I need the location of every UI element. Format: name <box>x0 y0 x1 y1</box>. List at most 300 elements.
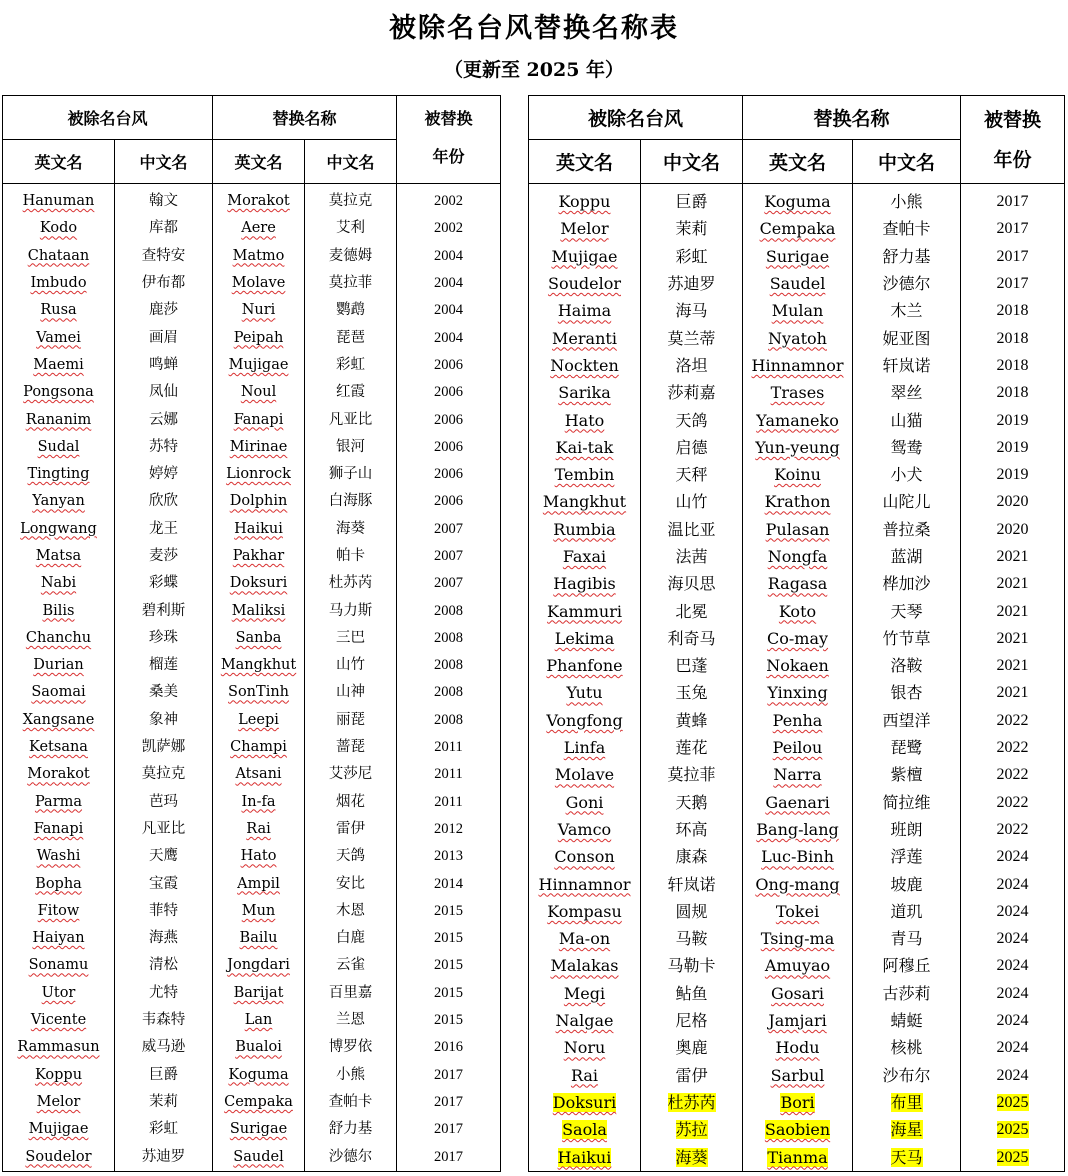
replacement-year: 2022 <box>996 766 1029 784</box>
removed-chinese-name-cell <box>641 707 743 734</box>
table-row <box>529 243 1065 270</box>
removed-chinese-name-cell <box>641 516 743 543</box>
table-row <box>529 597 1065 624</box>
replacement-chinese-name-cell <box>853 707 961 734</box>
table-row <box>529 843 1065 870</box>
replacement-english-name: Nokaen <box>766 656 829 676</box>
removed-chinese-name-cell <box>641 270 743 297</box>
replacement-english-name: Doksuri <box>229 575 288 592</box>
removed-chinese-name-cell <box>641 243 743 270</box>
replacement-year-cell <box>397 597 501 624</box>
replacement-chinese-name-cell <box>305 625 397 652</box>
replacement-year: 2006 <box>434 356 464 373</box>
removed-chinese-name: 苏迪罗 <box>141 1148 186 1165</box>
replacement-english-name-cell <box>743 843 853 870</box>
replacement-english-name-cell <box>743 1007 853 1034</box>
replacement-year: 2008 <box>434 657 464 674</box>
removed-chinese-name: 海马 <box>675 301 708 321</box>
replacement-year: 2024 <box>996 902 1029 920</box>
replacement-year-cell <box>961 297 1065 324</box>
replacement-chinese-name-cell <box>305 434 397 461</box>
replacement-english-name: Bori <box>780 1092 815 1112</box>
removed-chinese-name-cell <box>641 570 743 597</box>
table-row <box>529 543 1065 570</box>
replacement-year-cell <box>961 652 1065 679</box>
removed-chinese-name-cell <box>115 980 213 1007</box>
removed-chinese-name-cell <box>115 843 213 870</box>
removed-english-name: Molave <box>554 765 615 785</box>
removed-english-name-cell <box>3 488 115 515</box>
replacement-english-name: Yamaneko <box>756 410 839 430</box>
removed-chinese-name: 象神 <box>149 711 178 728</box>
replacement-year-cell <box>961 1116 1065 1143</box>
removed-chinese-name: 北冕 <box>675 601 708 621</box>
replacement-year: 2004 <box>434 247 464 264</box>
replacement-year: 2022 <box>996 711 1029 729</box>
replacement-english-name-cell <box>743 461 853 488</box>
removed-english-name-cell <box>3 1116 115 1143</box>
replacement-year: 2021 <box>996 629 1029 647</box>
replacement-chinese-name-cell <box>853 980 961 1007</box>
header-english: 英文名 <box>743 140 853 184</box>
removed-english-name-cell <box>3 734 115 761</box>
table-row <box>529 789 1065 816</box>
removed-english-name: Parma <box>34 793 83 810</box>
removed-english-name: Tembin <box>554 465 615 485</box>
removed-chinese-name: 苏拉 <box>675 1120 708 1140</box>
replacement-chinese-name: 蔷琵 <box>336 739 366 756</box>
replacement-year: 2017 <box>434 1148 464 1165</box>
replacement-english-name: Koguma <box>228 1066 289 1083</box>
removed-chinese-name: 凤仙 <box>149 384 178 401</box>
replacement-english-name-cell <box>743 898 853 925</box>
removed-english-name: Vamco <box>557 819 612 839</box>
removed-chinese-name: 榴莲 <box>149 657 178 674</box>
header-chinese: 中文名 <box>115 140 213 184</box>
header-year-line1: 被替换 <box>424 109 473 128</box>
replacement-year-cell <box>961 406 1065 433</box>
replacement-year: 2024 <box>996 930 1029 948</box>
removed-chinese-name: 菲特 <box>149 902 178 919</box>
replacement-english-name-cell <box>743 816 853 843</box>
header-year-line2: 年份 <box>993 149 1032 171</box>
removed-english-name: Mujigae <box>28 1121 89 1138</box>
replacement-year-cell <box>397 1062 501 1089</box>
replacement-year: 2006 <box>434 411 464 428</box>
removed-chinese-name: 康森 <box>675 847 708 867</box>
replacement-english-name: Saobien <box>764 1120 831 1140</box>
removed-english-name-cell <box>3 789 115 816</box>
replacement-english-name-cell <box>213 816 305 843</box>
removed-english-name-cell <box>529 570 641 597</box>
removed-english-name-cell <box>3 215 115 242</box>
removed-english-name: Nockten <box>550 355 619 375</box>
replacement-chinese-name: 凡亚比 <box>328 411 373 428</box>
removed-chinese-name-cell <box>115 215 213 242</box>
replacement-chinese-name-cell <box>305 597 397 624</box>
replacement-english-name-cell <box>213 297 305 324</box>
table-row <box>529 898 1065 925</box>
replacement-year: 2017 <box>434 1121 464 1138</box>
table-row <box>3 243 501 270</box>
replacement-chinese-name-cell <box>305 516 397 543</box>
removed-chinese-name: 莫拉菲 <box>667 765 716 785</box>
removed-chinese-name: 马勒卡 <box>667 956 716 976</box>
replacement-year: 2004 <box>434 302 464 319</box>
replacement-chinese-name-cell <box>853 570 961 597</box>
removed-english-name: Maemi <box>33 356 84 373</box>
replacement-english-name: Saudel <box>233 1148 284 1165</box>
replacement-chinese-name-cell <box>305 870 397 897</box>
replacement-chinese-name: 普拉桑 <box>882 519 931 539</box>
removed-chinese-name: 马鞍 <box>675 929 708 949</box>
removed-english-name: Mangkhut <box>542 492 627 512</box>
removed-english-name-cell <box>3 461 115 488</box>
table-row <box>529 816 1065 843</box>
replacement-chinese-name: 丽琵 <box>336 711 366 728</box>
removed-chinese-name: 海贝思 <box>667 574 716 594</box>
removed-chinese-name-cell <box>115 379 213 406</box>
table-row <box>3 1143 501 1171</box>
replacement-chinese-name: 青马 <box>890 929 923 949</box>
removed-chinese-name-cell <box>641 352 743 379</box>
table-row <box>3 843 501 870</box>
table-row <box>3 898 501 925</box>
replacement-chinese-name-cell <box>853 434 961 461</box>
removed-english-name: Soudelor <box>25 1148 92 1165</box>
removed-chinese-name-cell <box>641 625 743 652</box>
replacement-english-name-cell <box>743 789 853 816</box>
replacement-chinese-name: 道玑 <box>890 901 923 921</box>
removed-english-name-cell <box>529 1116 641 1143</box>
table-row <box>3 324 501 351</box>
removed-english-name-cell <box>529 652 641 679</box>
replacement-english-name: Nuri <box>241 302 276 319</box>
replacement-year: 2020 <box>996 520 1029 538</box>
replacement-year-cell <box>397 1034 501 1061</box>
header-removed: 被除名台风 <box>529 96 743 140</box>
replacement-chinese-name: 小熊 <box>336 1066 366 1083</box>
removed-english-name-cell <box>529 898 641 925</box>
replacement-year-cell <box>961 898 1065 925</box>
removed-english-name: Fitow <box>37 902 80 919</box>
replacement-chinese-name: 艾利 <box>336 220 366 237</box>
removed-english-name: Haiyan <box>32 930 85 947</box>
replacement-chinese-name-cell <box>853 952 961 979</box>
removed-english-name-cell <box>3 952 115 979</box>
table-row <box>529 188 1065 215</box>
removed-chinese-name-cell <box>641 1116 743 1143</box>
replacement-english-name-cell <box>743 1089 853 1116</box>
removed-chinese-name-cell <box>115 652 213 679</box>
replacement-year-cell <box>397 1116 501 1143</box>
replacement-year: 2007 <box>434 548 464 564</box>
replacement-chinese-name: 天鸽 <box>336 848 366 865</box>
page-title: 被除名台风替换名称表 <box>389 13 679 44</box>
left-name-table <box>2 95 501 1172</box>
replacement-chinese-name: 天琴 <box>890 601 923 621</box>
removed-chinese-name: 彩虹 <box>149 1121 178 1138</box>
header-english: 英文名 <box>213 140 305 184</box>
removed-chinese-name-cell <box>641 1089 743 1116</box>
replacement-year: 2024 <box>996 1012 1029 1030</box>
removed-chinese-name: 海葵 <box>675 1147 708 1167</box>
replacement-english-name-cell <box>743 434 853 461</box>
removed-english-name: Soudelor <box>547 274 621 294</box>
replacement-year: 2025 <box>996 1093 1029 1111</box>
replacement-year-cell <box>397 843 501 870</box>
removed-chinese-name-cell <box>641 925 743 952</box>
removed-chinese-name-cell <box>641 215 743 242</box>
replacement-english-name: Haikui <box>234 520 283 537</box>
removed-english-name: Lekima <box>554 628 615 648</box>
removed-english-name-cell <box>529 434 641 461</box>
replacement-chinese-name-cell <box>853 461 961 488</box>
replacement-english-name: Gosari <box>771 983 824 1003</box>
removed-chinese-name: 桑美 <box>149 684 178 701</box>
replacement-year: 2017 <box>996 247 1029 265</box>
replacement-year: 2025 <box>996 1148 1029 1166</box>
replacement-year-cell <box>961 188 1065 215</box>
replacement-year: 2007 <box>434 520 464 537</box>
removed-chinese-name-cell <box>115 952 213 979</box>
table-row <box>3 406 501 433</box>
replacement-year: 2007 <box>434 575 464 592</box>
table-row <box>529 1143 1065 1171</box>
replacement-chinese-name: 杜苏芮 <box>328 575 373 592</box>
replacement-english-name-cell <box>213 543 305 570</box>
removed-chinese-name-cell <box>115 243 213 270</box>
replacement-chinese-name-cell <box>853 1143 961 1171</box>
table-row <box>529 1062 1065 1089</box>
removed-english-name: Vicente <box>30 1012 87 1029</box>
table-row <box>3 488 501 515</box>
removed-english-name: Kompasu <box>547 901 622 921</box>
removed-english-name: Rammasun <box>17 1039 100 1056</box>
removed-english-name: Ketsana <box>29 739 88 756</box>
removed-chinese-name: 莎莉嘉 <box>667 383 716 403</box>
replacement-chinese-name-cell <box>305 461 397 488</box>
table-row <box>529 324 1065 351</box>
table-row <box>529 434 1065 461</box>
replacement-chinese-name-cell <box>305 570 397 597</box>
replacement-english-name: Peilou <box>772 738 823 758</box>
replacement-chinese-name: 海星 <box>890 1120 923 1140</box>
removed-chinese-name: 温比亚 <box>667 519 716 539</box>
removed-chinese-name-cell <box>115 625 213 652</box>
replacement-english-name-cell <box>213 898 305 925</box>
replacement-english-name-cell <box>213 570 305 597</box>
removed-english-name: Rai <box>570 1065 599 1085</box>
removed-english-name-cell <box>3 406 115 433</box>
replacement-year-cell <box>397 789 501 816</box>
removed-chinese-name-cell <box>641 679 743 706</box>
replacement-english-name-cell <box>743 243 853 270</box>
replacement-english-name: Morakot <box>227 193 290 210</box>
table-row <box>529 488 1065 515</box>
table-row <box>529 1007 1065 1034</box>
replacement-chinese-name: 查帕卡 <box>328 1093 373 1110</box>
removed-chinese-name-cell <box>115 188 213 215</box>
replacement-english-name: Molave <box>231 275 286 292</box>
removed-english-name-cell <box>3 652 115 679</box>
replacement-english-name: Rai <box>246 820 271 837</box>
header-english: 英文名 <box>3 140 115 184</box>
replacement-chinese-name: 鸳鸯 <box>890 437 923 457</box>
replacement-english-name-cell <box>743 925 853 952</box>
replacement-year-cell <box>961 516 1065 543</box>
replacement-chinese-name-cell <box>305 761 397 788</box>
removed-english-name: Morakot <box>27 766 90 783</box>
table-row <box>3 461 501 488</box>
replacement-english-name: Barijat <box>233 984 284 1001</box>
replacement-chinese-name: 山竹 <box>336 657 366 674</box>
removed-english-name: Faxai <box>562 547 607 566</box>
replacement-year-cell <box>397 761 501 788</box>
removed-chinese-name: 天秤 <box>675 465 708 485</box>
table-row <box>3 980 501 1007</box>
replacement-year: 2019 <box>996 466 1029 484</box>
replacement-chinese-name-cell <box>305 406 397 433</box>
replacement-year: 2002 <box>434 220 464 237</box>
replacement-english-name: Koto <box>778 601 817 621</box>
removed-chinese-name-cell <box>115 352 213 379</box>
replacement-chinese-name-cell <box>305 952 397 979</box>
replacement-year-cell <box>961 434 1065 461</box>
removed-chinese-name-cell <box>641 952 743 979</box>
replacement-chinese-name: 古莎莉 <box>882 983 931 1003</box>
replacement-chinese-name-cell <box>853 898 961 925</box>
replacement-year: 2024 <box>996 984 1029 1002</box>
removed-chinese-name: 麦莎 <box>149 548 178 564</box>
table-row <box>529 652 1065 679</box>
replacement-chinese-name-cell <box>305 1062 397 1089</box>
replacement-chinese-name: 云雀 <box>336 957 366 974</box>
replacement-year: 2006 <box>434 493 464 510</box>
table-row <box>529 625 1065 652</box>
replacement-chinese-name-cell <box>305 843 397 870</box>
removed-chinese-name-cell <box>641 406 743 433</box>
removed-chinese-name-cell <box>641 761 743 788</box>
replacement-chinese-name-cell <box>305 679 397 706</box>
replacement-chinese-name-cell <box>305 1007 397 1034</box>
removed-english-name: Hanuman <box>22 193 95 210</box>
replacement-chinese-name-cell <box>853 652 961 679</box>
replacement-chinese-name: 山神 <box>336 684 366 701</box>
replacement-english-name-cell <box>213 270 305 297</box>
replacement-english-name: Bualoi <box>235 1039 282 1056</box>
removed-english-name: Sudal <box>37 438 80 455</box>
removed-chinese-name: 龙王 <box>149 520 178 537</box>
removed-chinese-name-cell <box>641 898 743 925</box>
replacement-chinese-name: 蓝湖 <box>890 547 923 566</box>
replacement-chinese-name-cell <box>853 215 961 242</box>
replacement-english-name: SonTinh <box>228 684 290 701</box>
replacement-english-name: Krathon <box>764 492 831 512</box>
removed-chinese-name-cell <box>115 789 213 816</box>
replacement-year: 2022 <box>996 739 1029 757</box>
replacement-english-name-cell <box>213 761 305 788</box>
removed-chinese-name-cell <box>115 270 213 297</box>
replacement-chinese-name-cell <box>853 1089 961 1116</box>
replacement-chinese-name-cell <box>305 734 397 761</box>
replacement-year: 2022 <box>996 820 1029 838</box>
removed-chinese-name-cell <box>641 870 743 897</box>
replacement-chinese-name: 舒力基 <box>882 246 931 266</box>
removed-english-name-cell <box>529 543 641 570</box>
removed-english-name: Nalgae <box>555 1011 614 1031</box>
table-row <box>3 1089 501 1116</box>
replacement-english-name-cell <box>213 1007 305 1034</box>
removed-chinese-name-cell <box>115 461 213 488</box>
replacement-english-name: Peipah <box>233 329 284 346</box>
replacement-chinese-name-cell <box>305 543 397 570</box>
removed-chinese-name: 库都 <box>149 220 178 237</box>
removed-chinese-name: 鲇鱼 <box>675 983 708 1003</box>
table-row <box>529 270 1065 297</box>
replacement-english-name: Aere <box>241 220 276 237</box>
removed-chinese-name: 清松 <box>149 957 178 974</box>
replacement-year-cell <box>961 707 1065 734</box>
replacement-english-name-cell <box>213 243 305 270</box>
removed-english-name-cell <box>529 297 641 324</box>
replacement-chinese-name: 琵琶 <box>336 329 366 346</box>
removed-chinese-name-cell <box>641 789 743 816</box>
replacement-year: 2017 <box>434 1066 464 1083</box>
replacement-chinese-name: 舒力基 <box>328 1121 373 1138</box>
removed-chinese-name-cell <box>115 1007 213 1034</box>
replacement-year-cell <box>397 352 501 379</box>
replacement-year-cell <box>397 898 501 925</box>
table-row <box>529 379 1065 406</box>
removed-english-name-cell <box>529 843 641 870</box>
replacement-year-cell <box>961 215 1065 242</box>
removed-chinese-name-cell <box>115 1089 213 1116</box>
replacement-english-name: Mirinae <box>229 438 288 455</box>
replacement-english-name: Maliksi <box>231 602 286 619</box>
removed-english-name: Nabi <box>40 575 77 592</box>
removed-english-name-cell <box>529 734 641 761</box>
replacement-chinese-name: 莫拉克 <box>328 193 373 210</box>
removed-chinese-name: 圆规 <box>675 901 708 921</box>
removed-chinese-name-cell <box>641 188 743 215</box>
replacement-english-name: Cempaka <box>224 1093 293 1110</box>
replacement-year: 2024 <box>996 848 1029 866</box>
replacement-english-name: Hinnamnor <box>751 355 844 375</box>
replacement-english-name: Tianma <box>767 1147 828 1167</box>
replacement-chinese-name-cell <box>305 898 397 925</box>
replacement-english-name: Ong-mang <box>755 874 840 894</box>
removed-chinese-name: 碧利斯 <box>141 602 186 619</box>
removed-english-name: Hato <box>564 410 605 430</box>
replacement-chinese-name-cell <box>853 543 961 570</box>
replacement-year-cell <box>397 488 501 515</box>
replacement-chinese-name-cell <box>853 843 961 870</box>
replacement-chinese-name: 安比 <box>336 875 366 892</box>
replacement-chinese-name: 马力斯 <box>328 602 373 619</box>
replacement-chinese-name: 小熊 <box>890 192 923 212</box>
replacement-chinese-name: 紫檀 <box>890 765 923 785</box>
replacement-chinese-name-cell <box>305 1143 397 1171</box>
replacement-english-name: Penha <box>772 710 823 730</box>
removed-english-name: Doksuri <box>552 1092 617 1112</box>
right-table-body <box>529 184 1065 1172</box>
removed-chinese-name: 海燕 <box>149 930 178 947</box>
replacement-year-cell <box>961 243 1065 270</box>
table-row <box>529 980 1065 1007</box>
replacement-year: 2004 <box>434 275 464 292</box>
removed-chinese-name: 苏迪罗 <box>667 274 716 294</box>
